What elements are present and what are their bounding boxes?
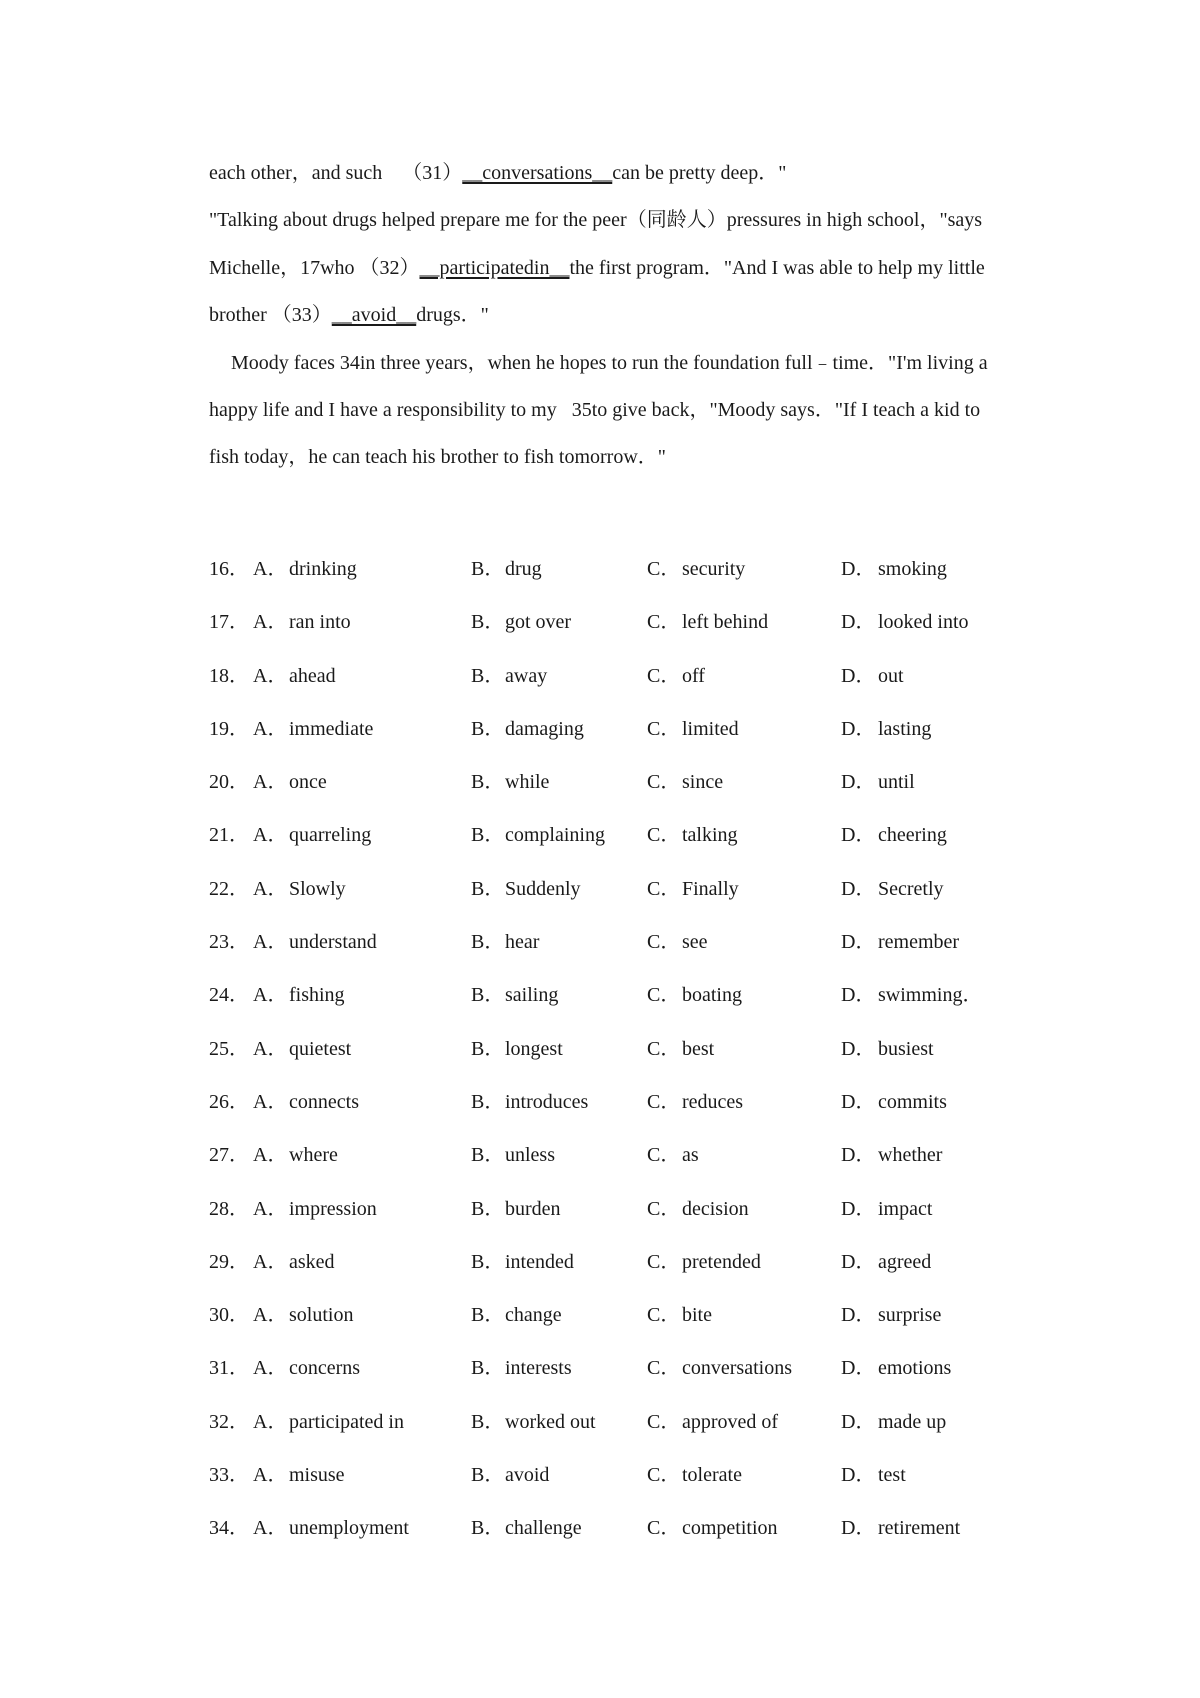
option-b: Suddenly (505, 877, 581, 900)
question-row (209, 1076, 1029, 1129)
option-a: Slowly (289, 877, 346, 900)
question-number: 32． (209, 1410, 249, 1433)
option-b: complaining (505, 824, 605, 847)
passage-text: Moody faces 34in three years，when he hopes to run the foundation full﹣time．"I'm living a (231, 351, 988, 374)
option-a: where (289, 1144, 338, 1167)
option-a: asked (289, 1250, 335, 1273)
option-c: off (682, 664, 705, 687)
option-d: commits (878, 1090, 947, 1113)
option-label-a: A． (253, 1037, 288, 1060)
option-label-a: A． (253, 1250, 288, 1273)
option-a: misuse (289, 1464, 345, 1487)
option-label-c: C． (647, 824, 681, 847)
option-a: drinking (289, 558, 357, 580)
option-label-a: A． (253, 824, 288, 847)
option-a: quarreling (289, 824, 372, 847)
option-label-c: C． (647, 1304, 681, 1327)
passage-line (209, 340, 1029, 387)
option-label-c: C． (647, 611, 681, 634)
passage-text: "Talking about drugs helped prepare me for the peer（同龄人）pressures in high school，"says (209, 209, 983, 232)
question-number: 22． (209, 877, 249, 900)
passage-line (209, 292, 1029, 339)
option-b: drug (505, 558, 542, 580)
option-label-b: B． (471, 877, 505, 900)
option-b: damaging (505, 717, 584, 740)
option-label-d: D． (841, 1304, 876, 1327)
option-a: ran into (289, 611, 351, 634)
question-row (209, 1289, 1029, 1342)
option-b: unless (505, 1144, 555, 1167)
option-label-d: D． (841, 984, 876, 1007)
option-label-c: C． (647, 1357, 681, 1380)
option-label-a: A． (253, 664, 288, 687)
option-label-b: B． (471, 1304, 505, 1327)
question-number: 21． (209, 824, 249, 847)
option-b: burden (505, 1197, 561, 1220)
option-label-d: D． (841, 1144, 876, 1167)
option-d: lasting (878, 717, 932, 740)
option-d: surprise (878, 1304, 942, 1327)
option-a: fishing (289, 984, 345, 1007)
passage-line (209, 387, 1029, 434)
option-c: as (682, 1144, 699, 1167)
question-row (209, 543, 1029, 596)
option-label-d: D． (841, 1250, 876, 1273)
question-number: 33． (209, 1464, 249, 1487)
option-d: out (878, 664, 904, 687)
option-c: limited (682, 717, 739, 740)
question-number: 34． (209, 1517, 249, 1540)
option-label-b: B． (471, 984, 505, 1007)
option-label-a: A． (253, 1197, 288, 1220)
option-a: unemployment (289, 1517, 409, 1540)
option-label-b: B． (471, 558, 505, 580)
option-label-a: A． (253, 1144, 288, 1167)
question-number: 23． (209, 931, 249, 954)
passage-line (209, 245, 1029, 292)
question-row (209, 863, 1029, 916)
option-a: concerns (289, 1357, 361, 1380)
option-c: reduces (682, 1090, 744, 1113)
option-d: cheering (878, 824, 947, 847)
option-d: test (878, 1464, 906, 1487)
question-row (209, 596, 1029, 649)
option-label-d: D． (841, 771, 876, 794)
option-label-b: B． (471, 824, 505, 847)
option-label-d: D． (841, 1197, 876, 1220)
question-row (209, 1023, 1029, 1076)
option-a: connects (289, 1090, 359, 1113)
option-d: smoking (878, 558, 947, 580)
question-number: 28． (209, 1197, 249, 1220)
option-label-b: B． (471, 1197, 505, 1220)
option-label-b: B． (471, 717, 505, 740)
option-label-c: C． (647, 1037, 681, 1060)
option-label-d: D． (841, 1037, 876, 1060)
option-d: busiest (878, 1037, 934, 1060)
question-row (209, 809, 1029, 862)
option-label-c: C． (647, 558, 681, 580)
passage-line (209, 150, 1029, 197)
option-c: left behind (682, 611, 769, 634)
option-b: while (505, 771, 550, 794)
question-number: 18． (209, 664, 249, 687)
passage-line (209, 197, 1029, 244)
option-c: since (682, 771, 724, 794)
passage (209, 150, 1029, 482)
question-row (209, 1129, 1029, 1182)
option-b: longest (505, 1037, 563, 1060)
option-d: remember (878, 931, 960, 954)
question-number: 20． (209, 771, 249, 794)
passage-text: the first program．"And I was able to help my little (569, 256, 985, 279)
option-label-c: C． (647, 1517, 681, 1540)
option-label-a: A． (253, 558, 288, 580)
option-label-a: A． (253, 771, 288, 794)
question-number: 17． (209, 611, 249, 634)
question-number: 27． (209, 1144, 249, 1167)
option-label-c: C． (647, 1090, 681, 1113)
option-c: pretended (682, 1250, 761, 1273)
option-a: solution (289, 1304, 354, 1327)
question-row (209, 1183, 1029, 1236)
option-c: Finally (682, 877, 739, 900)
option-label-b: B． (471, 1144, 505, 1167)
answer-blank-32: __participatedin__ (419, 256, 570, 279)
option-d: impact (878, 1197, 933, 1220)
question-number: 29． (209, 1250, 249, 1273)
option-label-c: C． (647, 1410, 681, 1433)
question-row (209, 916, 1029, 969)
option-label-d: D． (841, 1357, 876, 1380)
option-label-b: B． (471, 1250, 505, 1273)
option-label-a: A． (253, 1304, 288, 1327)
option-label-c: C． (647, 717, 681, 740)
option-b: change (505, 1304, 562, 1327)
answer-options-list (209, 543, 1029, 1556)
passage-text: drugs．" (416, 304, 489, 327)
option-label-b: B． (471, 664, 505, 687)
question-row (209, 650, 1029, 703)
option-label-b: B． (471, 771, 505, 794)
option-b: introduces (505, 1090, 589, 1113)
option-c: tolerate (682, 1464, 742, 1487)
option-label-a: A． (253, 1517, 288, 1540)
option-d: Secretly (878, 877, 944, 900)
option-label-a: A． (253, 931, 288, 954)
option-label-d: D． (841, 877, 876, 900)
option-label-d: D． (841, 1517, 876, 1540)
option-label-a: A． (253, 984, 288, 1007)
option-a: understand (289, 931, 377, 954)
option-d: made up (878, 1410, 947, 1433)
option-b: away (505, 664, 548, 687)
option-label-b: B． (471, 1037, 505, 1060)
option-c: decision (682, 1197, 749, 1220)
question-number: 25． (209, 1037, 249, 1060)
question-number: 31． (209, 1357, 249, 1380)
option-label-b: B． (471, 1090, 505, 1113)
option-label-c: C． (647, 771, 681, 794)
option-d: swimming． (878, 984, 983, 1007)
option-label-d: D． (841, 664, 876, 687)
option-d: until (878, 771, 915, 794)
question-number: 30． (209, 1304, 249, 1327)
option-b: hear (505, 931, 540, 954)
option-label-a: A． (253, 1357, 288, 1380)
passage-text: fish today，he can teach his brother to fish tomorrow．" (209, 446, 666, 469)
option-label-a: A． (253, 1410, 288, 1433)
option-c: conversations (682, 1357, 792, 1380)
option-b: intended (505, 1250, 574, 1273)
option-label-b: B． (471, 1517, 505, 1540)
option-label-c: C． (647, 931, 681, 954)
passage-text: Michelle，17who （32） (209, 256, 420, 279)
question-row (209, 1449, 1029, 1502)
question-row (209, 1342, 1029, 1395)
option-label-b: B． (471, 1410, 505, 1433)
option-c: talking (682, 824, 738, 847)
option-label-b: B． (471, 1464, 505, 1487)
option-label-c: C． (647, 1197, 681, 1220)
option-c: competition (682, 1517, 778, 1540)
option-c: boating (682, 984, 742, 1007)
question-number: 26． (209, 1090, 249, 1113)
question-number: 16． (209, 558, 249, 580)
option-label-c: C． (647, 1250, 681, 1273)
option-a: participated in (289, 1410, 404, 1433)
question-row (209, 1236, 1029, 1289)
option-a: impression (289, 1197, 377, 1220)
option-label-d: D． (841, 1410, 876, 1433)
option-d: looked into (878, 611, 969, 634)
option-label-a: A． (253, 611, 288, 634)
option-label-b: B． (471, 611, 505, 634)
question-number: 19． (209, 717, 249, 740)
option-b: challenge (505, 1517, 582, 1540)
option-label-b: B． (471, 1357, 505, 1380)
option-label-c: C． (647, 664, 681, 687)
option-d: agreed (878, 1250, 932, 1273)
option-label-d: D． (841, 558, 876, 580)
option-label-d: D． (841, 931, 876, 954)
question-row (209, 1502, 1029, 1555)
option-c: best (682, 1037, 715, 1060)
option-c: see (682, 931, 708, 954)
option-c: approved of (682, 1410, 779, 1433)
option-label-a: A． (253, 1464, 288, 1487)
option-b: worked out (505, 1410, 596, 1433)
answer-blank-33: __avoid__ (331, 304, 417, 327)
option-d: emotions (878, 1357, 952, 1380)
option-label-d: D． (841, 1464, 876, 1487)
question-row (209, 703, 1029, 756)
option-label-d: D． (841, 611, 876, 634)
option-b: avoid (505, 1464, 550, 1487)
option-label-a: A． (253, 717, 288, 740)
passage-text: brother （33） (209, 304, 332, 327)
option-label-d: D． (841, 1090, 876, 1113)
option-c: bite (682, 1304, 712, 1327)
passage-line (209, 434, 1029, 481)
option-label-c: C． (647, 1464, 681, 1487)
option-label-c: C． (647, 877, 681, 900)
question-number: 24． (209, 984, 249, 1007)
option-label-c: C． (647, 984, 681, 1007)
option-label-d: D． (841, 717, 876, 740)
option-b: interests (505, 1357, 572, 1380)
option-a: immediate (289, 717, 374, 740)
option-b: sailing (505, 984, 559, 1007)
question-row (209, 1396, 1029, 1449)
passage-text: happy life and I have a responsibility to my 35to give back，"Moody says．"If I teach a kid to (209, 398, 981, 421)
passage-text: can be pretty deep．" (612, 162, 787, 184)
option-a: quietest (289, 1037, 352, 1060)
option-label-b: B． (471, 931, 505, 954)
question-row (209, 969, 1029, 1022)
option-a: once (289, 771, 327, 794)
option-a: ahead (289, 664, 336, 687)
option-label-a: A． (253, 877, 288, 900)
option-label-c: C． (647, 1144, 681, 1167)
option-c: security (682, 558, 746, 580)
answer-blank-31: __conversations__ (462, 162, 613, 184)
passage-text: each other，and such （31） (209, 162, 463, 184)
question-row (209, 756, 1029, 809)
option-d: whether (878, 1144, 943, 1167)
option-label-d: D． (841, 824, 876, 847)
option-b: got over (505, 611, 572, 634)
option-label-a: A． (253, 1090, 288, 1113)
option-d: retirement (878, 1517, 961, 1540)
